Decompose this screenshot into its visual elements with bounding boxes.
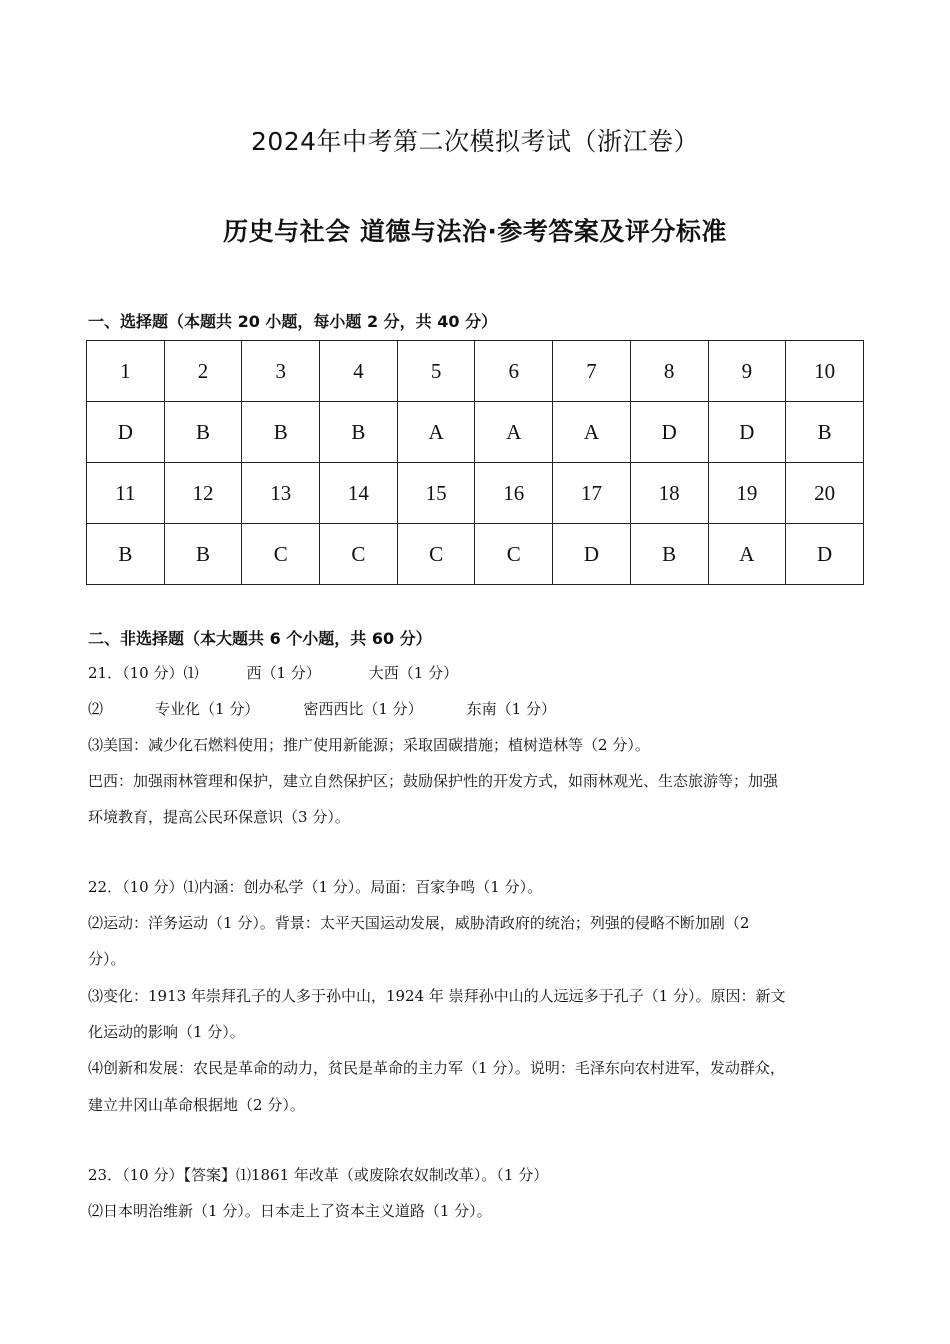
answer-letter-cell: B — [164, 524, 242, 585]
document-subtitle: 历史与社会 道德与法治·参考答案及评分标准 — [223, 217, 727, 246]
answer-letter-cell: B — [164, 402, 242, 463]
q22-line-5: 化运动的影响（1 分）。 — [88, 1023, 245, 1041]
q22-line-6: ⑷创新和发展：农民是革命的动力，贫民是革命的主力军（1 分）。说明：毛泽东向农村进军，发动群众， — [88, 1059, 785, 1077]
q22-line-1: 22．（10 分）⑴内涵：创办私学（1 分）。局面：百家争鸣（1 分）。 — [88, 878, 543, 896]
answer-letter-cell: B — [242, 402, 320, 463]
question-number-cell: 14 — [320, 463, 398, 524]
q21-line-2 — [88, 698, 878, 719]
question-number-cell: 3 — [242, 341, 320, 402]
answer-letter-cell: D — [786, 524, 864, 585]
question-number-row — [87, 341, 864, 402]
section-heading-choice: 一、选择题（本题共 20 小题，每小题 2 分，共 40 分） — [88, 312, 498, 331]
document-title: 2024年中考第二次模拟考试（浙江卷） — [250, 127, 700, 156]
answer-letter-cell: D — [87, 402, 165, 463]
q22-line-4: ⑶变化：1913 年崇拜孔子的人多于孙中山，1924 年 崇拜孙中山的人远远多于孔子（1 分）。原因：新文 — [88, 987, 786, 1005]
answer-letter-row — [87, 402, 864, 463]
answer-letter-cell: B — [320, 402, 398, 463]
question-number-cell: 5 — [397, 341, 475, 402]
answer-letter-cell: B — [87, 524, 165, 585]
q21-answer-1b: 大西（1 分） — [368, 664, 459, 682]
q23-line-1: 23．（10 分）【答案】⑴1861 年改革（或废除农奴制改革）。（1 分） — [88, 1166, 549, 1184]
q21-line-3: ⑶美国：减少化石燃料使用；推广使用新能源；采取固碳措施；植树造林等（2 分）。 — [88, 736, 650, 754]
answer-letter-cell: C — [320, 524, 398, 585]
question-number-cell: 2 — [164, 341, 242, 402]
answer-letter-cell: A — [708, 524, 786, 585]
answer-letter-cell: C — [242, 524, 320, 585]
answer-letter-cell: A — [553, 402, 631, 463]
question-number-cell: 10 — [786, 341, 864, 402]
q21-answer-2c: 东南（1 分） — [466, 700, 556, 718]
answer-letter-cell: A — [397, 402, 475, 463]
question-number-cell: 8 — [630, 341, 708, 402]
question-number-cell: 7 — [553, 341, 631, 402]
q23-line-2: ⑵日本明治维新（1 分）。日本走上了资本主义道路（1 分）。 — [88, 1202, 492, 1220]
question-number-cell: 9 — [708, 341, 786, 402]
answer-table — [86, 340, 864, 585]
question-number-cell: 6 — [475, 341, 553, 402]
answer-letter-cell: C — [397, 524, 475, 585]
q22-line-3: 分）。 — [88, 950, 126, 968]
question-number-cell: 13 — [242, 463, 320, 524]
question-number-cell: 20 — [786, 463, 864, 524]
answer-letter-cell: D — [553, 524, 631, 585]
q21-answer-2a: 专业化（1 分） — [155, 700, 260, 718]
question-number-cell: 4 — [320, 341, 398, 402]
q21-answer-2b: 密西西比（1 分） — [303, 700, 423, 718]
section-heading-nonchoice: 二、非选择题（本大题共 6 个小题，共 60 分） — [88, 629, 432, 648]
answer-letter-cell: D — [708, 402, 786, 463]
q22-line-2: ⑵运动：洋务运动（1 分）。背景：太平天国运动发展，威胁清政府的统治；列强的侵略不断加剧（2 — [88, 914, 750, 932]
question-number-cell: 16 — [475, 463, 553, 524]
q21-number: 21．（10 分）⑴ — [88, 664, 199, 682]
answer-letter-cell: B — [630, 524, 708, 585]
question-number-cell: 17 — [553, 463, 631, 524]
question-number-cell: 19 — [708, 463, 786, 524]
q21-answer-1a: 西（1 分） — [246, 664, 321, 682]
question-number-cell: 12 — [164, 463, 242, 524]
question-number-cell: 15 — [397, 463, 475, 524]
question-number-cell: 11 — [87, 463, 165, 524]
q21-line-1 — [88, 662, 878, 683]
question-number-row — [87, 463, 864, 524]
q21-part-2: ⑵ — [88, 700, 104, 718]
answer-letter-cell: D — [630, 402, 708, 463]
answer-letter-cell: B — [786, 402, 864, 463]
answer-letter-cell: A — [475, 402, 553, 463]
question-number-cell: 18 — [630, 463, 708, 524]
q22-line-7: 建立井冈山革命根据地（2 分）。 — [88, 1096, 305, 1114]
question-number-cell: 1 — [87, 341, 165, 402]
q21-line-5: 环境教育，提高公民环保意识（3 分）。 — [88, 808, 350, 826]
answer-letter-row — [87, 524, 864, 585]
answer-letter-cell: C — [475, 524, 553, 585]
q21-line-4: 巴西：加强雨林管理和保护，建立自然保护区；鼓励保护性的开发方式，如雨林观光、生态旅游等；加强 — [88, 772, 779, 790]
